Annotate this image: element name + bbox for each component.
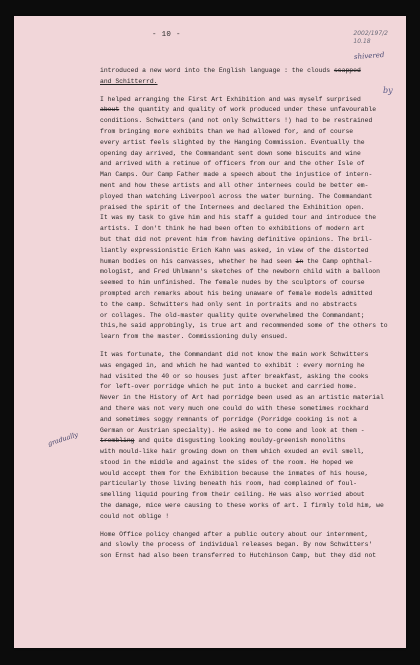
- text-line: was engaged in, and which he had wanted to exhibit : every morning he: [100, 361, 365, 369]
- text-line: It was my task to give him and his staff a guided tour and introduce the: [100, 214, 377, 222]
- text-line: learn from the master. Commissioning duly ensued.: [100, 333, 288, 341]
- text-line: ment and how these artists and all other internees could be better em-: [100, 181, 369, 189]
- document-page: [14, 16, 406, 648]
- text-line: with mould-like hair growing down on them which exuded an evil smell,: [100, 448, 365, 456]
- text-line: prompted arch remarks about his being unaware of female models admitted: [100, 289, 373, 297]
- text-line: this,he said approbingly, is true art and recommended some of the others to: [100, 322, 388, 330]
- archive-reference-line: 10.18: [353, 38, 371, 45]
- struck-word: trembling: [100, 437, 135, 445]
- text-line: the damage, mice were causing to these works of art. I firmly told him, we: [100, 502, 384, 510]
- text-line: for left-over porridge which he put into a bucket and carried home.: [100, 383, 357, 391]
- text-line: German or Austrian specialty). He asked me to come and look at them -: [100, 426, 365, 434]
- text-line: and slowly the process of individual releases began. By now Schwitters': [100, 541, 373, 549]
- text-line: [100, 77, 400, 88]
- text-line: Man Camps. Our Camp Father made a speech about the injustice of intern-: [100, 171, 373, 179]
- text-line: had visited the 40 or so houses just after breakfast, asking the cooks: [100, 372, 369, 380]
- archive-reference-line: 2002/197/2: [353, 30, 388, 37]
- paragraph: [100, 66, 400, 88]
- text-line: would accept them for the Exhibition because the inmates of his house,: [100, 469, 369, 477]
- text-line: stood in the middle and against the sides of the room. He hoped we: [100, 458, 354, 466]
- struck-word: scapped: [333, 67, 361, 74]
- underlined-text: and Schitterrd.: [100, 77, 158, 85]
- text-line: It was fortunate, the Commandant did not know the main work Schwitters: [100, 350, 369, 358]
- text-line: conditions. Schwitters (and not only Schwitters !) had to be restrained: [100, 117, 373, 125]
- text-line: or collages. The old-master quality quite overwhelmed the Commandant;: [100, 311, 365, 319]
- text-line: liantly expressionistic Erich Kahn was asked, in view of the distorted: [100, 246, 369, 254]
- text-line: could not oblige !: [100, 512, 170, 520]
- page-number: - 10 -: [152, 31, 181, 39]
- text-line: seemed to him unfinished. The female nudes by the sculptors of course: [100, 279, 365, 287]
- paragraph: [100, 95, 400, 343]
- handwritten-insert: shivered: [353, 50, 385, 62]
- text-line: mologist, and Fred Uhlmann's sketches of the newborn child with a balloon: [100, 268, 380, 276]
- text-line: and sometimes soggy remnants of porridge (Porridge cooking is not a: [100, 415, 357, 423]
- text-line: introduced a new word into the English language : the clouds scapped: [100, 67, 361, 74]
- text-line: Home Office policy changed after a public outcry about our internment,: [100, 530, 369, 538]
- text-line: I helped arranging the First Art Exhibition and was myself surprised: [100, 95, 361, 103]
- text-line: trembling and quite disgusting looking mouldy-greenish monoliths: [100, 437, 346, 445]
- text-line: human bodies on his canvasses, whether he had seen in the Camp ophthal-: [100, 257, 373, 265]
- text-line: but that did not prevent him from having definitive opinions. The bril-: [100, 235, 373, 243]
- text-line: to the camp. Schwitters had only sent in portraits and no abstracts: [100, 300, 357, 308]
- text-line: Never in the History of Art had porridge been used as an artistic material: [100, 394, 384, 402]
- typed-body-text: [100, 66, 400, 569]
- margin-mark: by: [383, 86, 393, 95]
- struck-word: in: [295, 257, 304, 265]
- text-line: and there was not very much one could do with these sometimes rockhard: [100, 404, 369, 412]
- text-line: every artist feels slighted by the Hanging Commission. Eventually the: [100, 138, 365, 146]
- paragraph: [100, 350, 400, 523]
- text-line: ployed than watching Liverpool across the water burning. The Commandant: [100, 192, 373, 200]
- text-line: from bringing more exhibits than we had allowed for, and of course: [100, 127, 354, 135]
- text-line: praised the spirit of the Internees and declared the Exhibition open.: [100, 203, 365, 211]
- text-line: about the quantity and quality of work produced under these unfavourable: [100, 106, 377, 114]
- paragraph: [100, 530, 400, 562]
- struck-word: about: [100, 106, 120, 114]
- text-line: and arrived with a retinue of officers from our and the other Isle of: [100, 160, 365, 168]
- text-line: artists. I don't think he had been often to exhibitions of modern art: [100, 225, 365, 233]
- archive-reference: [353, 30, 388, 46]
- text-line: son Ernst had also been transferred to Hutchinson Camp, but they did not: [100, 552, 377, 560]
- text-line: smelling liquid pouring from their ceiling. He was also worried about: [100, 491, 365, 499]
- text-line: opening day arrived, the Commandant sent down some biscuits and wine: [100, 149, 361, 157]
- handwritten-margin-note: gradually: [46, 430, 79, 448]
- text-line: particularly those living beneath his room, had complained of foul-: [100, 480, 357, 488]
